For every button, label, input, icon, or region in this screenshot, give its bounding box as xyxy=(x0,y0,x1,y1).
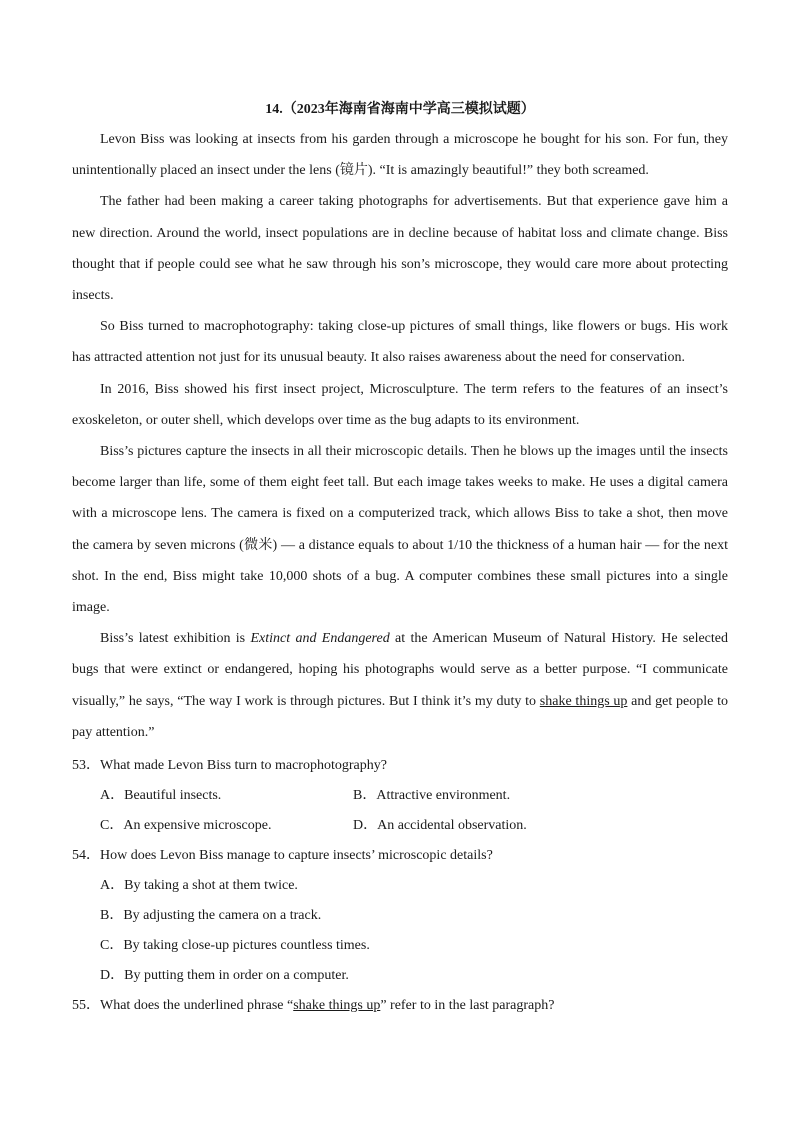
section-title: 14.（2023年海南省海南中学高三模拟试题） xyxy=(265,102,535,117)
question-54-option-c: C．By taking close-up pictures countless times. xyxy=(100,938,370,953)
exhibition-title: Extinct and Endangered xyxy=(250,631,390,647)
question-55-part-a: 55．What does the underlined phrase “ xyxy=(72,998,294,1013)
question-54-option-a: A．By taking a shot at them twice. xyxy=(100,878,298,893)
question-55 xyxy=(72,991,728,1021)
question-55-part-b: ” refer to in the last paragraph? xyxy=(380,998,555,1013)
paragraph-1: Levon Biss was looking at insects from his garden through a microscope he bought for his son. For fun, they unintentionally placed an insect under the lens (镜片). “It is amazingly beautiful!” they both screamed. xyxy=(72,132,728,179)
question-53-option-c: C．An expensive microscope. xyxy=(100,818,272,833)
question-54-option-d: D．By putting them in order on a computer. xyxy=(100,968,349,983)
questions xyxy=(72,751,728,1021)
paragraph-6-part-a: Biss’s latest exhibition is xyxy=(100,631,251,647)
paragraph-2: The father had been making a career taking photographs for advertisements. But that experience gave him a new direction. Around the world, insect populations are in decline because of habitat loss and climate change. Biss thought that if people could see what he saw through his son’s microscope, they would care more about protecting insects. xyxy=(72,194,728,304)
question-54-option-b: B．By adjusting the camera on a track. xyxy=(100,908,322,923)
paragraph-3: So Biss turned to macrophotography: taking close-up pictures of small things, like flowers or bugs. His work has attracted attention not just for its unusual beauty. It also raises awareness about the need for conservation. xyxy=(72,319,728,366)
paragraph-5: Biss’s pictures capture the insects in all their microscopic details. Then he blows up the images until the insects become larger than life, some of them eight feet tall. But each image takes weeks to make. He uses a digital camera with a microscope lens. The camera is fixed on a computerized track, which allows Biss to take a shot, then move the camera by seven microns (微米) — a distance equals to about 1/10 the thickness of a human hair — for the next shot. In the end, Biss might take 10,000 shots of a bug. A computer combines these small pictures into a single image. xyxy=(72,444,728,616)
question-55-underlined-phrase: shake things up xyxy=(293,998,381,1013)
question-53-option-b: B．Attractive environment. xyxy=(353,788,511,803)
question-53-option-a: A．Beautiful insects. xyxy=(100,788,222,803)
passage xyxy=(72,124,728,748)
paragraph-6-part-c: and get people to pay attention.” xyxy=(72,693,728,740)
question-53: 53．What made Levon Biss turn to macrophotography? xyxy=(72,758,387,773)
paragraph-4: In 2016, Biss showed his first insect project, Microsculpture. The term refers to the features of an insect’s exoskeleton, or outer shell, which develops over time as the bug adapts to its environment. xyxy=(72,381,728,428)
paragraph-6-part-b: at the American Museum of Natural History. He selected bugs that were extinct or endangered, hoping his photographs would serve as a better purpose. “I communicate visually,” he says, “The way I work is through pictures. But I think it’s my duty to xyxy=(72,631,728,709)
question-54: 54．How does Levon Biss manage to capture insects’ microscopic details? xyxy=(72,848,493,863)
question-53-option-d: D．An accidental observation. xyxy=(353,818,527,833)
question-53-options-row-1 xyxy=(72,781,728,811)
question-53-options-row-2 xyxy=(72,811,728,841)
paragraph-6 xyxy=(72,623,728,748)
underlined-phrase: shake things up xyxy=(539,693,628,709)
